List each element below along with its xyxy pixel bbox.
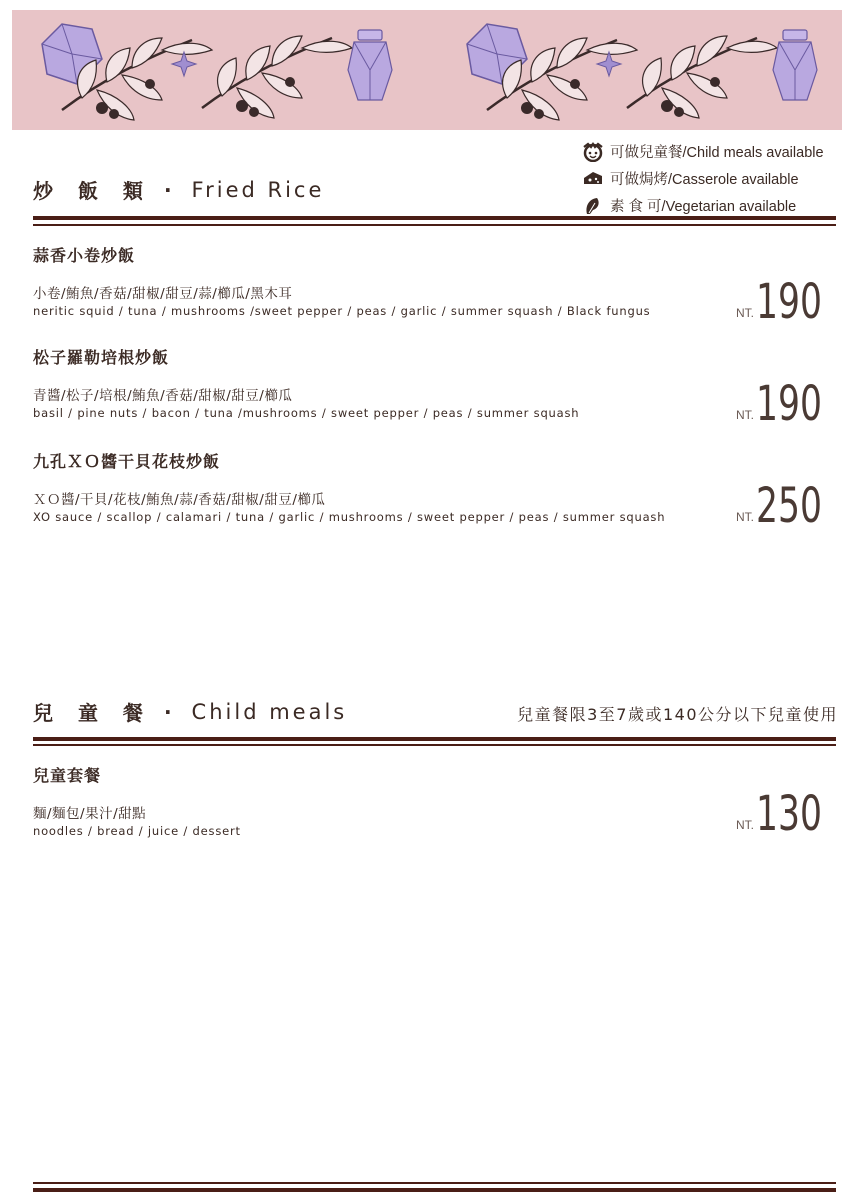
item-ingredients-en: XO sauce / scallop / calamari / tuna / garlic / mushrooms / sweet pepper / peas / summer squash <box>33 510 666 524</box>
legend-casserole-text: 可做焗烤/Casserole available <box>610 172 799 188</box>
item-ingredients-en: neritic squid / tuna / mushrooms /sweet pepper / peas / garlic / summer squash / Black fungus <box>33 304 651 318</box>
menu-item <box>33 763 843 842</box>
child-meals-title-en: Child meals <box>191 699 348 724</box>
child-meals-age-note: 兒童餐限3至7歲或140公分以下兒童使用 <box>517 705 838 724</box>
casserole-icon <box>580 169 606 189</box>
currency-label: NT. <box>736 510 754 524</box>
item-price <box>736 274 834 330</box>
currency-label: NT. <box>736 306 754 320</box>
item-ingredients-en: noodles / bread / juice / dessert <box>33 824 241 838</box>
fried-rice-heading <box>33 175 324 204</box>
item-name: 松子羅勒培根炒飯 <box>33 348 170 367</box>
section-rule <box>33 216 836 220</box>
item-name: 兒童套餐 <box>33 766 102 785</box>
legend-child-meals-text: 可做兒童餐/Child meals available <box>610 145 824 161</box>
price-value: 190 <box>756 376 822 432</box>
price-value: 190 <box>756 274 822 330</box>
vegetarian-leaf-icon <box>580 196 606 216</box>
menu-item <box>33 243 843 318</box>
item-name: 九孔ＸＯ醬干貝花枝炒飯 <box>33 452 221 471</box>
currency-label: NT. <box>736 818 754 832</box>
section-rule <box>33 737 836 741</box>
fried-rice-title-zh: 炒 飯 類 <box>33 179 152 203</box>
menu-item <box>33 449 843 524</box>
child-meals-heading <box>33 697 347 726</box>
decorative-banner <box>12 10 842 130</box>
item-price <box>736 478 834 534</box>
menu-item <box>33 345 843 420</box>
child-face-icon <box>580 142 606 162</box>
legend-vegetarian <box>580 192 850 219</box>
child-meals-title-zh: 兒 童 餐 <box>33 701 152 725</box>
price-value: 130 <box>756 786 822 842</box>
legend <box>580 138 850 219</box>
title-separator: · <box>163 177 172 202</box>
section-rule-thin <box>33 224 836 226</box>
item-ingredients-zh: 小卷/鮪魚/香菇/甜椒/甜豆/蒜/櫛瓜/黑木耳 <box>33 286 293 302</box>
item-price <box>736 376 834 432</box>
title-separator: · <box>163 699 172 724</box>
item-ingredients-zh: 麵/麵包/果汁/甜點 <box>33 806 147 822</box>
footer-rule-thin <box>33 1182 836 1184</box>
section-rule-thin <box>33 744 836 746</box>
item-name: 蒜香小卷炒飯 <box>33 246 136 265</box>
fried-rice-title-en: Fried Rice <box>191 177 325 202</box>
botanical-pattern <box>12 10 842 130</box>
legend-casserole <box>580 165 850 192</box>
item-ingredients-zh: 青醬/松子/培根/鮪魚/香菇/甜椒/甜豆/櫛瓜 <box>33 388 293 404</box>
legend-child-meals <box>580 138 850 165</box>
item-ingredients-zh: ＸＯ醬/干貝/花枝/鮪魚/蒜/香菇/甜椒/甜豆/櫛瓜 <box>33 492 326 508</box>
currency-label: NT. <box>736 408 754 422</box>
item-ingredients-en: basil / pine nuts / bacon / tuna /mushrooms / sweet pepper / peas / summer squash <box>33 406 580 420</box>
footer-rule <box>33 1188 836 1192</box>
item-price <box>736 786 834 842</box>
legend-vegetarian-text: 素 食 可/Vegetarian available <box>610 199 797 215</box>
price-value: 250 <box>756 478 822 534</box>
